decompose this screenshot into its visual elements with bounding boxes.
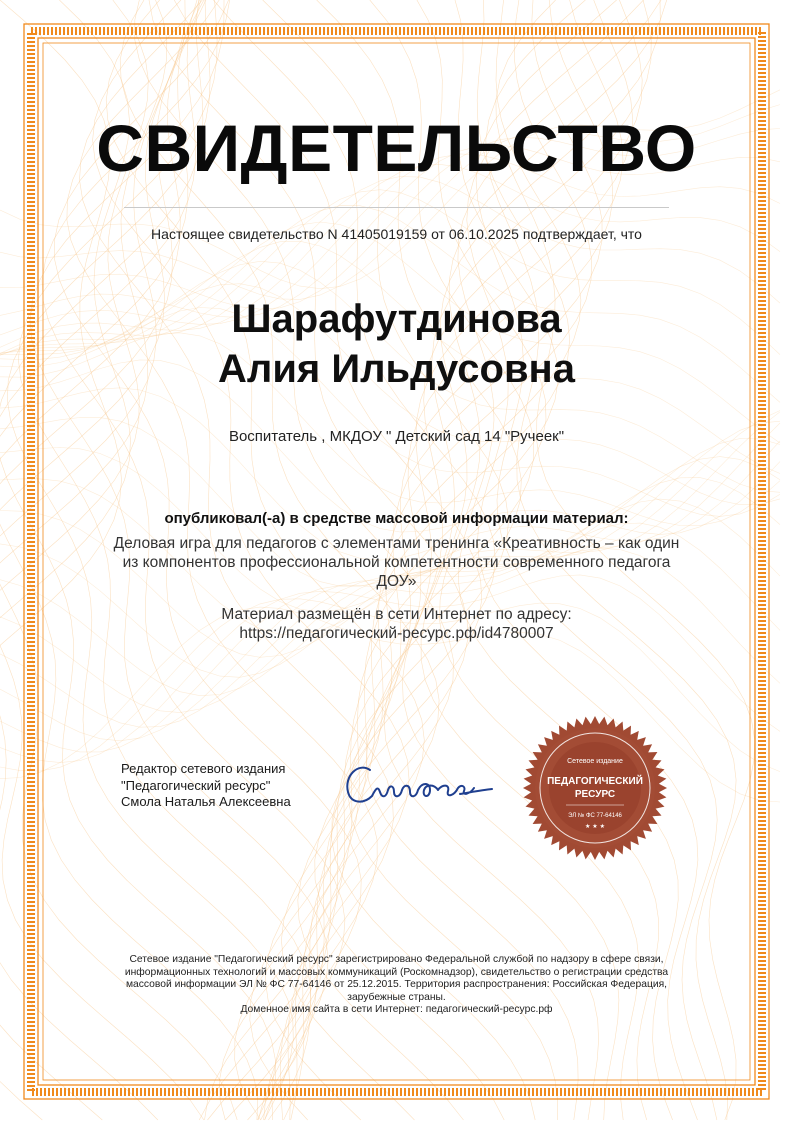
footer-legal [118,954,675,1017]
material-title: Деловая игра для педагогов с элементами тренинга «Креативность – как один из компонентов профессиональной компетентности современного педагога ДОУ» [113,535,680,590]
editor-block [121,761,341,811]
footer-registration-text: Сетевое издание "Педагогический ресурс" зарегистрировано Федеральной службой по надзору в сфере связи, информационных технологий и массовых коммуникаций (Роскомнадзор), свидетельство о регистрации средства массовой информации ЭЛ № ФС 77-64146 от 25.12.2015. Территория распространения: Российская Федерация, зарубежные страны. [124,954,669,1003]
published-label: опубликовал(-а) в средстве массовой информации материал: [164,510,629,527]
editor-signature [340,758,500,814]
footer-domain: Доменное имя сайта в сети Интернет: педагогический-ресурс.рф [240,1004,553,1016]
seal-top-text: Сетевое издание [567,758,623,765]
seal-registration: ЭЛ № ФС 77-64146 [568,813,622,819]
editor-name: Смола Наталья Алексеевна [121,794,291,809]
certificate-title: СВИДЕТЕЛЬСТВО [96,111,697,185]
certificate-intro: Настоящее свидетельство N 41405019159 от 06.10.2025 подтверждает, что [151,226,642,242]
editor-title: Редактор сетевого издания [121,761,286,776]
material-url: https://педагогический-ресурс.рф/id4780007 [239,625,554,642]
recipient-given-names: Алия Ильдусовна [218,347,575,391]
seal-title-line1: ПЕДАГОГИЧЕСКИЙ [547,776,643,787]
seal-title-line2: РЕСУРС [574,789,616,800]
recipient-surname: Шарафутдинова [231,297,562,341]
recipient-name [0,294,793,394]
publication-seal [520,713,670,863]
recipient-position: Воспитатель , МКДОУ " Детский сад 14 "Ручеек" [228,428,565,445]
title-divider [124,207,669,208]
editor-publication: "Педагогический ресурс" [121,777,271,793]
placed-label: Материал размещён в сети Интернет по адресу: [221,606,572,623]
seal-stars-icon: ★ ★ ★ [585,823,605,830]
